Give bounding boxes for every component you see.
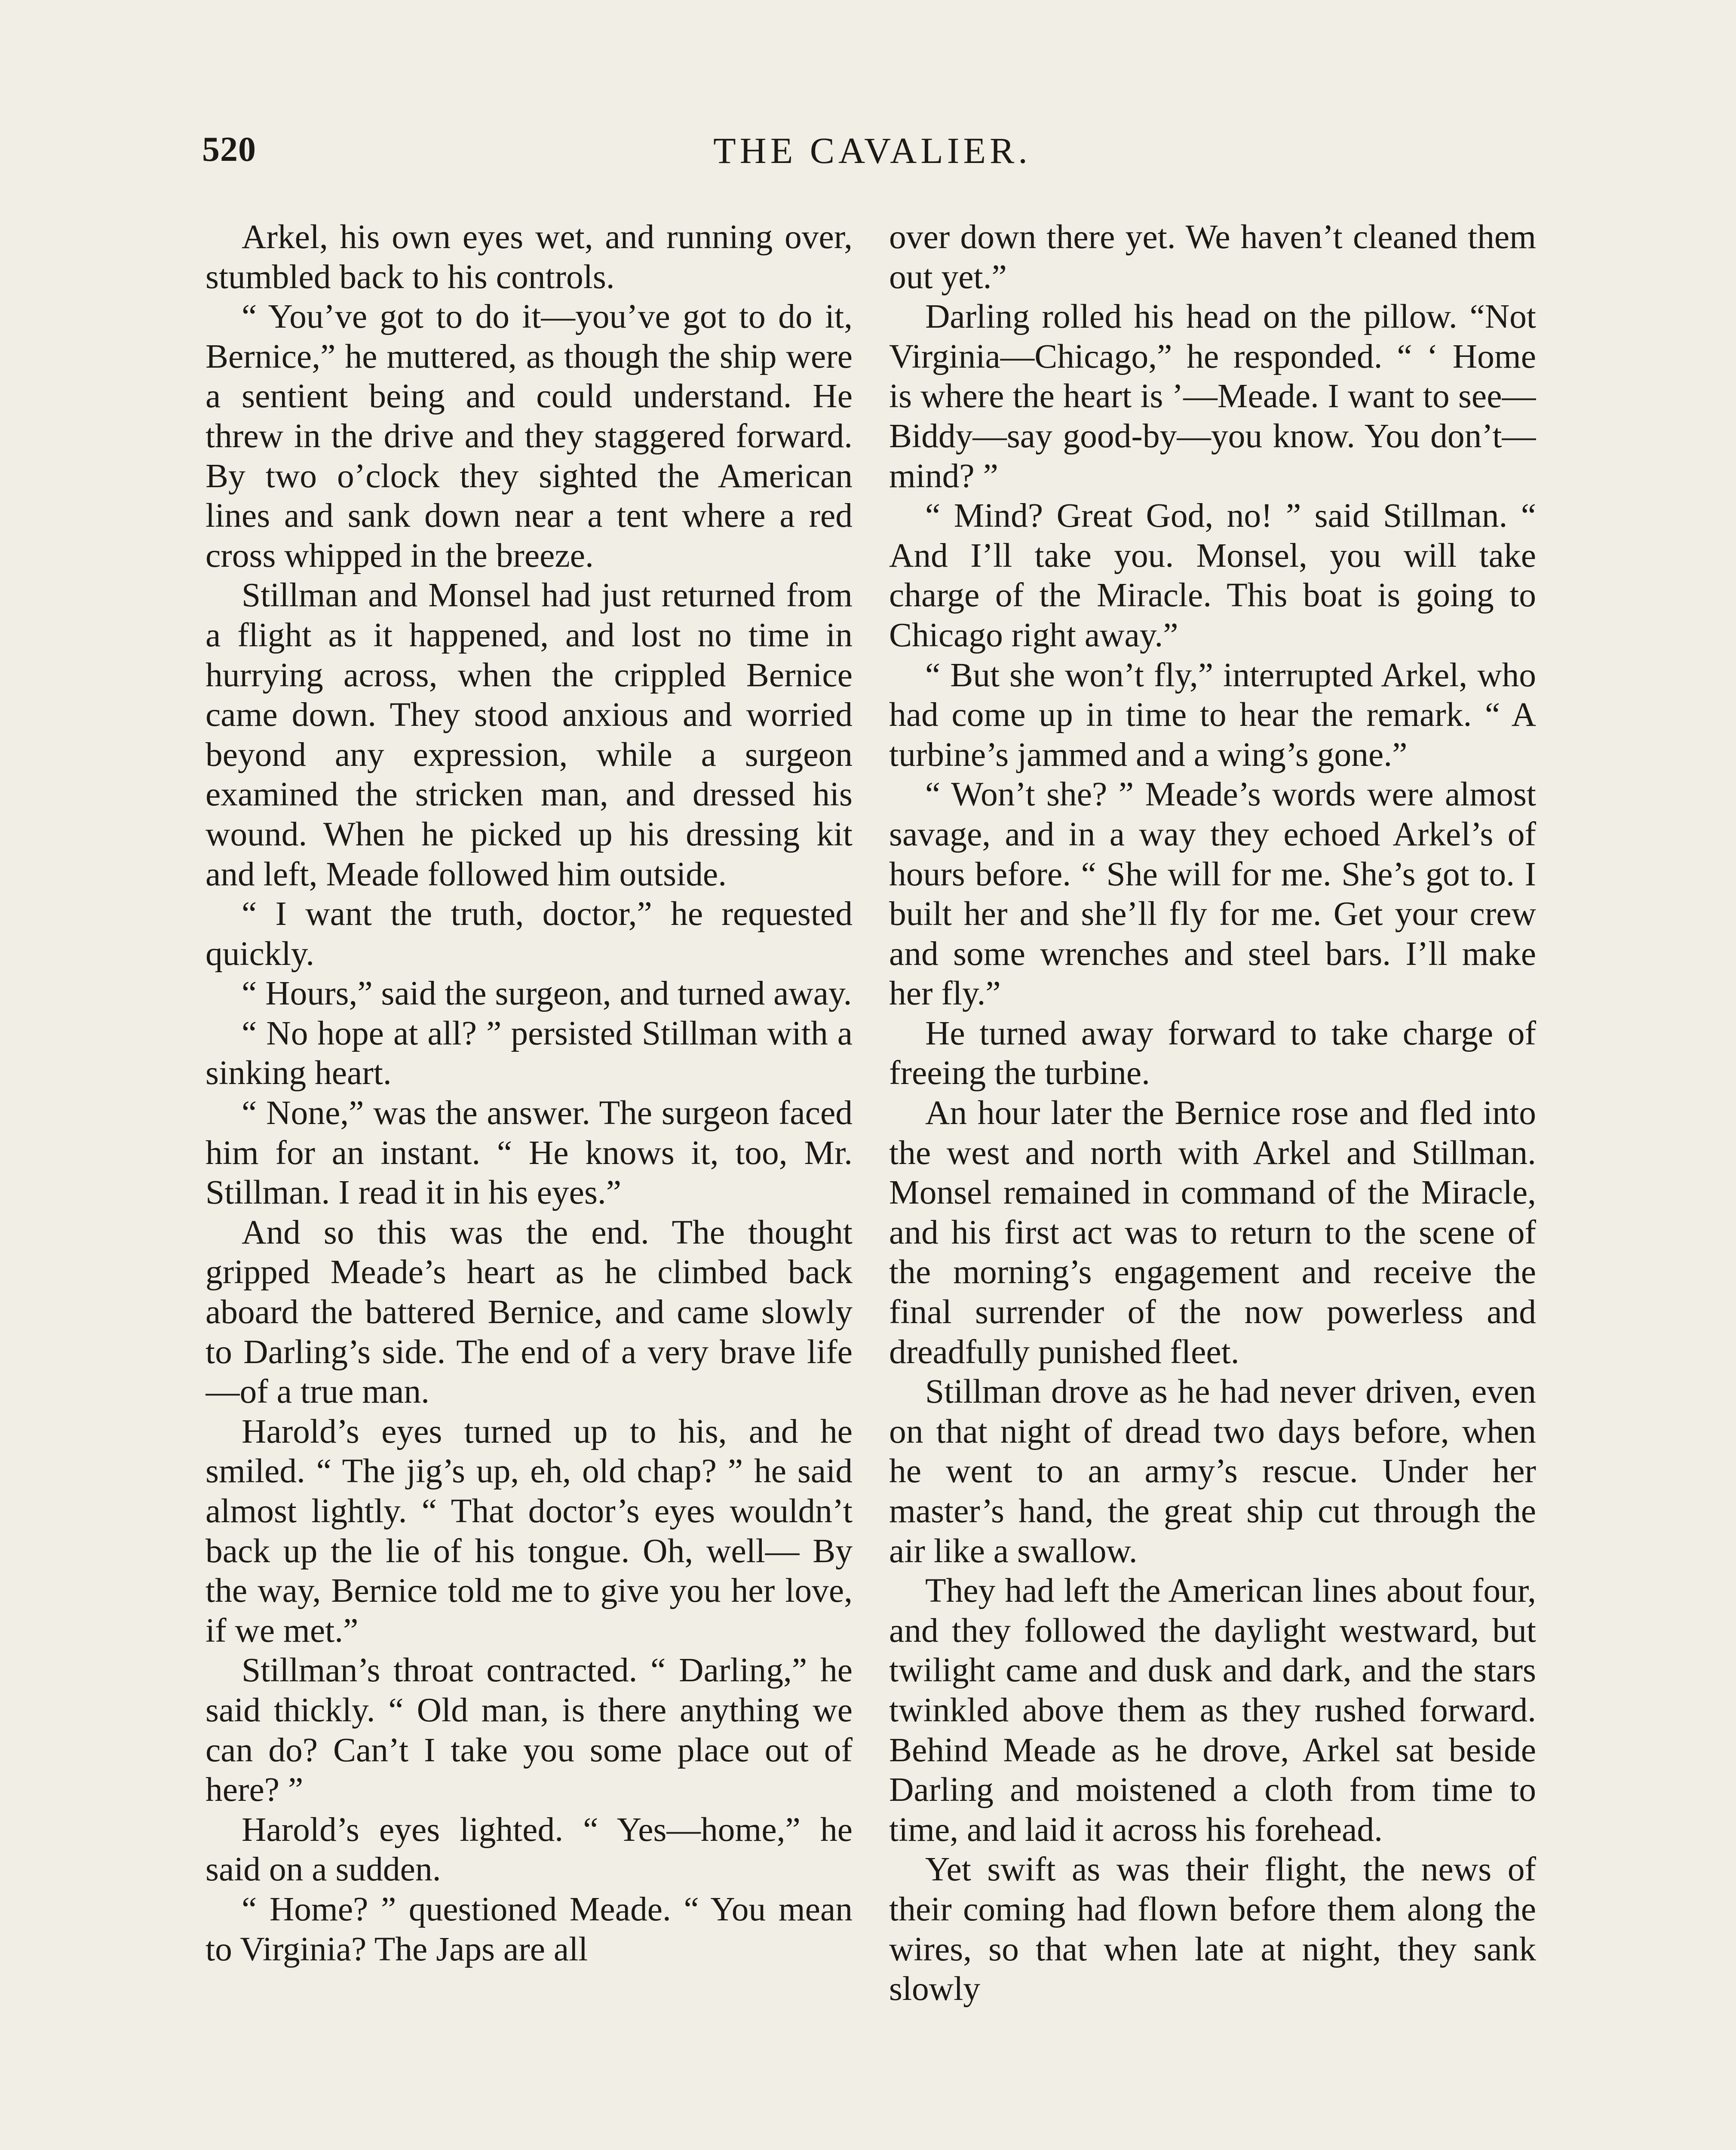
paragraph: Harold’s eyes turned up to his, and he smiled. “ The jig’s up, eh, old chap? ” he said almost lightly. “ That doctor’s eyes wouldn’t back up the lie of his tongue. Oh, well— By the way, Bernice told me to give you her love, if we met.” bbox=[205, 1412, 853, 1649]
paragraph: Darling rolled his head on the pillow. “Not Virginia—Chicago,” he responded. “ ‘ Home is where the heart is ’—Meade. I want to see—Biddy—say good-by—you know. You don’t—mind? ” bbox=[889, 298, 1536, 495]
paragraph: “ Won’t she? ” Meade’s words were almost savage, and in a way they echoed Arkel’s of hours before. “ She will for me. She’s got to. I built her and she’ll fly for me. Get your crew and some wrenches and steel bars. I’ll make her fly.” bbox=[889, 775, 1536, 1013]
paragraph: An hour later the Bernice rose and fled into the west and north with Arkel and Stillman. Monsel remained in command of the Miracle, and his first act was to return to the scene of the morning’s engagement and receive the final surrender of the now powerless and dreadfully punished fleet. bbox=[889, 1094, 1536, 1371]
paragraph: “ I want the truth, doctor,” he requested quickly. bbox=[205, 895, 853, 973]
paragraph: “ You’ve got to do it—you’ve got to do it, Bernice,” he muttered, as though the ship were a sentient being and could understand. He threw in the drive and they staggered forward. By two o’clock they sighted the American lines and sank down near a tent where a red cross whipped in the breeze. bbox=[205, 298, 853, 574]
paragraph: Stillman and Monsel had just returned from a flight as it happened, and lost no time in hurrying across, when the crippled Bernice came down. They stood anxious and worried beyond any expression, while a surgeon examined the stricken man, and dressed his wound. When he picked up his dressing kit and left, Meade followed him outside. bbox=[205, 576, 853, 893]
paragraph: “ Mind? Great God, no! ” said Stillman. “ And I’ll take you. Monsel, you will take charge of the Miracle. This boat is going to Chicago right away.” bbox=[889, 497, 1536, 654]
paragraph: He turned away forward to take charge of freeing the turbine. bbox=[889, 1014, 1536, 1092]
paragraph: “ No hope at all? ” persisted Stillman with a sinking heart. bbox=[205, 1014, 853, 1092]
paragraph: Harold’s eyes lighted. “ Yes—home,” he said on a sudden. bbox=[205, 1810, 853, 1889]
paragraph: “ Hours,” said the surgeon, and turned away. bbox=[242, 974, 852, 1013]
paragraph: Stillman’s throat contracted. “ Darling,” he said thickly. “ Old man, is there anything we can do? Can’t I take you some place out of here? ” bbox=[205, 1651, 853, 1809]
paragraph: “ But she won’t fly,” interrupted Arkel, who had come up in time to hear the remark. “ A turbine’s jammed and a wing’s gone.” bbox=[889, 656, 1536, 774]
paragraph: They had left the American lines about four, and they followed the daylight westward, but twilight came and dusk and dark, and the stars twinkled above them as they rushed forward. Behind Meade as he drove, Arkel sat beside Darling and moistened a cloth from time to time, and laid it across his forehead. bbox=[889, 1572, 1536, 1849]
paragraph: And so this was the end. The thought gripped Meade’s heart as he climbed back aboard the battered Bernice, and came slowly to Darling’s side. The end of a very brave life—of a true man. bbox=[205, 1213, 853, 1411]
page-header bbox=[202, 129, 1543, 176]
paragraph: “ Home? ” questioned Meade. “ You mean to Virginia? The Japs are all bbox=[205, 1890, 853, 1968]
paragraph: Stillman drove as he had never driven, even on that night of dread two days before, when he went to an army’s rescue. Under her master’s hand, the great ship cut through the air like a swallow. bbox=[889, 1373, 1536, 1570]
paragraph: over down there yet. We haven’t cleaned them out yet.” bbox=[889, 218, 1536, 296]
right-text-column bbox=[889, 217, 1536, 2150]
page-number: 520 bbox=[202, 129, 256, 169]
left-text-column bbox=[205, 217, 853, 2150]
paragraph: “ None,” was the answer. The surgeon faced him for an instant. “ He knows it, too, Mr. Stillman. I read it in his eyes.” bbox=[205, 1094, 853, 1212]
paragraph: Arkel, his own eyes wet, and running over, stumbled back to his controls. bbox=[205, 218, 853, 296]
paragraph: Yet swift as was their flight, the news of their coming had flown before them along the wires, so that when late at night, they sank slowly bbox=[889, 1850, 1536, 2008]
running-title: THE CAVALIER. bbox=[713, 130, 1031, 171]
